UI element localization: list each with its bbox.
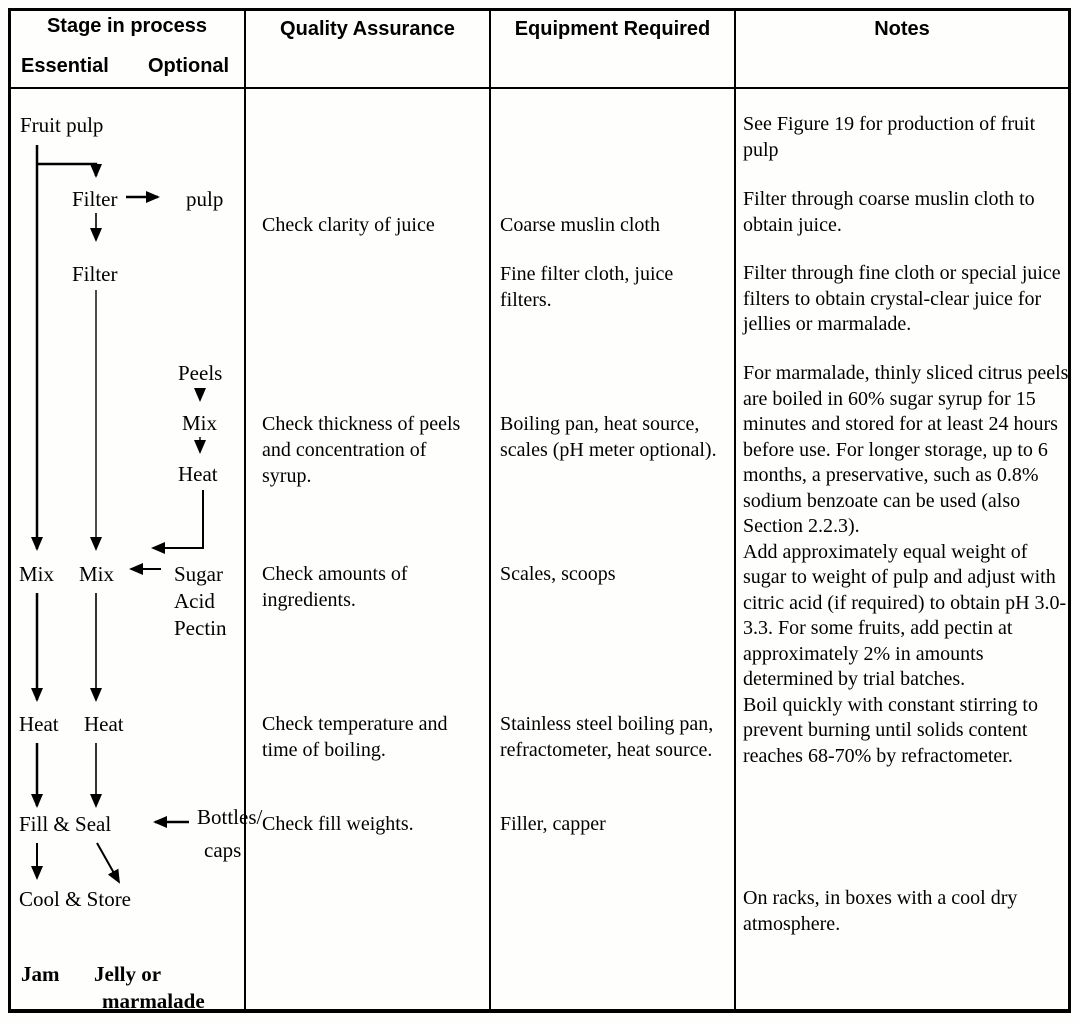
qa-check-temperature: Check temperature and time of boiling. (262, 713, 448, 761)
flow-node-peels: Peels (178, 361, 223, 385)
flow-node-filter-2: Filter (72, 262, 118, 286)
qa-check-fill-weights: Check fill weights. (262, 813, 414, 835)
flow-node-mix-essential: Mix (19, 562, 55, 586)
flow-node-heat-essential: Heat (19, 712, 59, 736)
header-quality-assurance: Quality Assurance (280, 18, 455, 40)
equipment-stainless-pan: Stainless steel boiling pan, refractometer, heat source. (500, 713, 714, 761)
note-middle-block (743, 361, 1069, 769)
flow-node-fruit-pulp: Fruit pulp (20, 113, 104, 137)
column-divider-1 (244, 8, 246, 1013)
header-stage-in-process: Stage in process (46, 15, 208, 37)
flow-label-marmalade: marmalade (102, 989, 205, 1013)
equipment-filler-capper: Filler, capper (500, 813, 606, 835)
flow-node-acid: Acid (174, 589, 215, 613)
equipment-fine-filter: Fine filter cloth, juice filters. (500, 263, 674, 311)
qa-check-amounts: Check amounts of ingredients. (262, 563, 408, 611)
flow-node-pulp: pulp (186, 187, 224, 211)
column-divider-2 (489, 8, 491, 1013)
note-storage: On racks, in boxes with a cool dry atmosphere. (743, 887, 1018, 935)
note-boil-quickly: Boil quickly with constant stirring to prevent burning until solids content reaches 68-70% by refractometer. (743, 693, 1038, 767)
flow-node-filter-1: Filter (72, 187, 118, 211)
flow-label-jam: Jam (21, 962, 60, 986)
header-optional: Optional (148, 55, 230, 77)
flow-node-sugar: Sugar (174, 562, 223, 586)
flow-node-heat-peels: Heat (178, 462, 218, 486)
column-divider-3 (734, 8, 736, 1013)
header-divider (8, 87, 1071, 89)
flow-node-pectin: Pectin (174, 616, 227, 640)
header-equipment-required: Equipment Required (514, 18, 711, 40)
equipment-coarse-muslin: Coarse muslin cloth (500, 214, 660, 236)
flow-node-mix-peels: Mix (182, 411, 218, 435)
flow-node-bottles: Bottles/ (197, 805, 263, 829)
flow-node-caps: caps (204, 838, 242, 862)
flow-node-mix-optional: Mix (79, 562, 115, 586)
qa-check-clarity: Check clarity of juice (262, 214, 435, 236)
note-sugar-ratio: Add approximately equal weight of sugar to weight of pulp and adjust with citric acid (if required) to obtain pH 3.0-3.3. For some fruits, add pectin at approximately 2% in amounts determined by trial batches. (743, 540, 1067, 690)
header-notes: Notes (874, 18, 930, 40)
note-filter-fine: Filter through fine cloth or special juice filters to obtain crystal-clear juice for jellies or marmalade. (743, 262, 1061, 335)
note-marmalade-peels: For marmalade, thinly sliced citrus peels are boiled in 60% sugar syrup for 15 minutes and stored for at least 24 hours before use. For longer storage, up to 6 months, a preservative, such as 0.8% sodium benzoate can be used (also Section 2.2.3). (743, 362, 1069, 537)
header-essential: Essential (21, 55, 109, 77)
flow-node-fill-seal: Fill & Seal (19, 812, 112, 836)
qa-check-thickness: Check thickness of peels and concentration of syrup. (262, 413, 461, 487)
flow-node-cool-store: Cool & Store (19, 887, 132, 911)
equipment-boiling-pan: Boiling pan, heat source, scales (pH meter optional). (500, 413, 717, 461)
equipment-scales-scoops: Scales, scoops (500, 563, 616, 585)
flow-label-jelly-or: Jelly or (94, 962, 162, 986)
note-filter-coarse: Filter through coarse muslin cloth to obtain juice. (743, 188, 1035, 236)
flow-node-heat-optional: Heat (84, 712, 124, 736)
note-see-figure: See Figure 19 for production of fruit pulp (743, 113, 1036, 161)
